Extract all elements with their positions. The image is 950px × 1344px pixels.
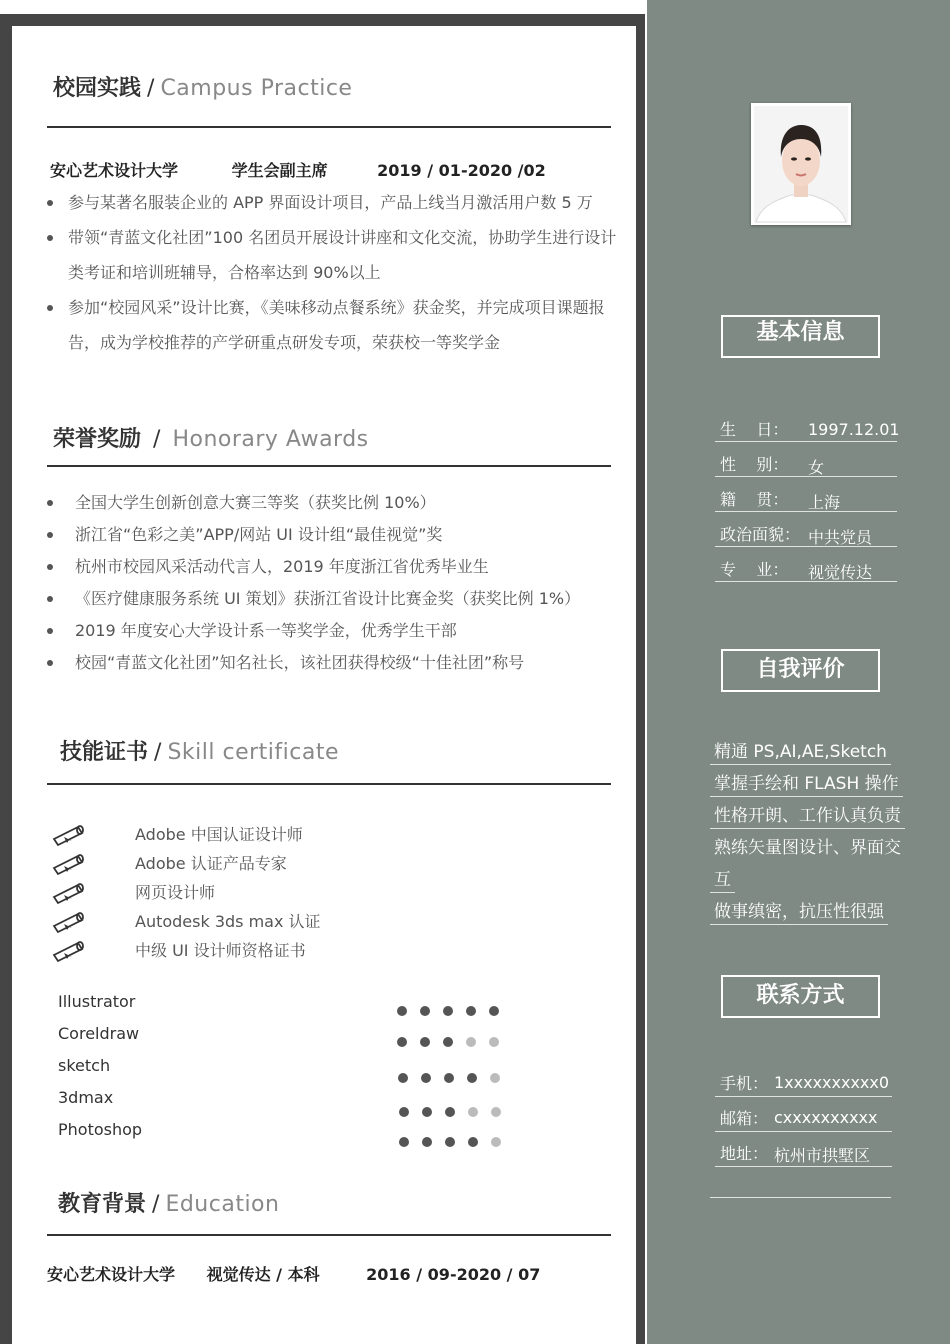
list-item: 2019 年度安心大学设计系一等奖学金，优秀学生干部 [47, 615, 617, 647]
section-title-cn: 教育背景 [58, 1192, 147, 1217]
section-title-en: Education [165, 1192, 280, 1217]
skill-dot-filled [420, 1006, 430, 1016]
skill-dot-filled [422, 1107, 432, 1117]
skill-dot-filled [399, 1107, 409, 1117]
software-name: Coreldraw [58, 1024, 140, 1043]
contact-title [721, 975, 880, 1018]
software-name: sketch [58, 1056, 111, 1075]
self-eval-line: 熟练矢量图设计、界面交 [714, 838, 901, 858]
section-title-cn: 技能证书 [60, 740, 149, 765]
section-divider [47, 1234, 611, 1236]
info-value: 视觉传达 [808, 563, 873, 582]
skill-dot-empty [491, 1137, 501, 1147]
basic-info-title [721, 315, 880, 358]
info-label: 专 业： [720, 560, 789, 579]
self-eval-line: 做事缜密，抗压性很强 [710, 902, 888, 925]
list-item: 浙江省“色彩之美”APP/网站 UI 设计组“最佳视觉”奖 [47, 519, 617, 551]
basic-info-title-text: 基本信息 [756, 320, 845, 345]
list-item [710, 870, 910, 902]
section-title-separator: / [154, 740, 162, 765]
skill-dot-filled [445, 1107, 455, 1117]
contact-title-text: 联系方式 [756, 983, 845, 1008]
education-row [47, 1262, 540, 1285]
info-row-gender [715, 448, 897, 477]
info-value: 中共党员 [808, 528, 873, 547]
software-name: Illustrator [58, 992, 136, 1011]
contact-label: 邮箱： [720, 1109, 769, 1128]
info-value: 上海 [808, 493, 841, 512]
skill-dot-filled [466, 1006, 476, 1016]
info-row-birthday [715, 413, 900, 442]
list-item [710, 806, 910, 838]
contact-label: 手机： [720, 1074, 769, 1093]
skill-dot-filled [489, 1006, 499, 1016]
profile-photo [751, 103, 851, 225]
info-label: 生 日： [720, 420, 789, 439]
certificate-name: 中级 UI 设计师资格证书 [135, 941, 306, 960]
skill-dot-empty [491, 1107, 501, 1117]
skill-dot-filled [399, 1137, 409, 1147]
section-divider [47, 783, 611, 785]
section-title-campus-practice [53, 71, 352, 102]
skill-dot-empty [466, 1037, 476, 1047]
info-row-political-status [715, 518, 897, 547]
self-eval-line: 互 [710, 870, 735, 893]
self-eval-title [721, 649, 880, 692]
list-item: 校园“青蓝文化社团”知名社长，该社团获得校级“十佳社团”称号 [47, 647, 617, 679]
certificate-name: Adobe 中国认证设计师 [135, 825, 303, 844]
section-title-honors [53, 422, 369, 453]
diploma-icon [50, 822, 88, 848]
skill-dot-filled [397, 1006, 407, 1016]
section-title-en: Skill certificate [167, 740, 339, 765]
list-item: 带领“青蓝文化社团”100 名团员开展设计讲座和文化交流，协助学生进行设计类考证和培训班辅导，合格率达到 90%以上 [47, 220, 617, 290]
list-item [710, 902, 910, 934]
skill-dot-filled [420, 1037, 430, 1047]
info-value: 女 [808, 458, 825, 477]
diploma-icon [50, 938, 88, 964]
self-eval-line: 性格开朗、工作认真负责 [710, 806, 905, 829]
list-item [710, 838, 910, 870]
contact-value: 杭州市拱墅区 [774, 1146, 871, 1165]
section-divider [47, 465, 611, 467]
list-item: 全国大学生创新创意大赛三等奖（获奖比例 10%） [47, 487, 617, 519]
skill-dot-empty [468, 1107, 478, 1117]
contact-label: 地址： [720, 1144, 769, 1163]
list-item: 杭州市校园风采活动代言人，2019 年度浙江省优秀毕业生 [47, 551, 617, 583]
info-row-hometown [715, 483, 897, 512]
diploma-icon [50, 880, 88, 906]
skill-dot-filled [422, 1137, 432, 1147]
education-major: 视觉传达 / 本科 [206, 1265, 320, 1284]
honors-list [47, 487, 617, 679]
skill-dot-empty [489, 1037, 499, 1047]
skill-dot-filled [398, 1073, 408, 1083]
software-skill-list [58, 992, 142, 1152]
contact-row-address [715, 1140, 892, 1167]
skill-dot-filled [443, 1006, 453, 1016]
education-school: 安心艺术设计大学 [47, 1265, 176, 1284]
section-title-education [58, 1187, 279, 1218]
info-label: 政治面貌： [720, 525, 801, 544]
contact-value: 1xxxxxxxxxx0 [774, 1073, 890, 1092]
info-label: 性 别： [720, 455, 789, 474]
section-title-separator: / [152, 1192, 160, 1217]
skill-dot-filled [397, 1037, 407, 1047]
software-name: Photoshop [58, 1120, 143, 1139]
section-title-separator: / [153, 427, 161, 452]
self-eval-title-text: 自我评价 [756, 657, 845, 682]
list-item: 《医疗健康服务系统 UI 策划》获浙江省设计比赛金奖（获奖比例 1%） [47, 583, 617, 615]
skill-dot-filled [421, 1073, 431, 1083]
practice-school: 安心艺术设计大学 [50, 161, 179, 180]
skill-dot-filled [467, 1073, 477, 1083]
contact-row-phone [715, 1070, 892, 1097]
section-title-en: Honorary Awards [172, 427, 369, 452]
portrait-image [751, 103, 851, 225]
diploma-icon [50, 851, 88, 877]
info-value: 1997.12.01 [808, 420, 900, 439]
diploma-icon [50, 909, 88, 935]
list-item: 参与某著名服装企业的 APP 界面设计项目，产品上线当月激活用户数 5 万 [47, 185, 617, 220]
practice-role: 学生会副主席 [231, 161, 328, 180]
skill-dot-filled [468, 1137, 478, 1147]
certificate-name: 网页设计师 [135, 883, 216, 902]
practice-header-row [50, 158, 546, 181]
practice-list [47, 185, 617, 360]
contact-divider [710, 1197, 891, 1198]
certificate-name: Autodesk 3ds max 认证 [135, 912, 321, 931]
certificate-name: Adobe 认证产品专家 [135, 854, 287, 873]
self-eval-line: 精通 PS,AI,AE,Sketch [710, 742, 891, 765]
contact-row-email [715, 1105, 892, 1132]
list-item: 参加“校园风采”设计比赛，《美味移动点餐系统》获金奖，并完成项目课题报告，成为学校推荐的产学研重点研发专项，荣获校一等奖学金 [47, 290, 617, 360]
section-title-en: Campus Practice [160, 76, 353, 101]
list-item [710, 774, 910, 806]
skill-dot-filled [445, 1137, 455, 1147]
self-eval-line: 掌握手绘和 FLASH 操作 [710, 774, 903, 797]
practice-period: 2019 / 01-2020 /02 [377, 161, 546, 180]
section-title-cn: 荣誉奖励 [53, 427, 142, 452]
section-title-separator: / [147, 76, 155, 101]
software-name: 3dmax [58, 1088, 114, 1107]
section-title-skills [60, 735, 339, 766]
skill-dot-filled [443, 1037, 453, 1047]
skill-dot-empty [490, 1073, 500, 1083]
contact-value: cxxxxxxxxxx [774, 1108, 878, 1127]
section-title-cn: 校园实践 [53, 76, 142, 101]
education-period: 2016 / 09-2020 / 07 [366, 1265, 541, 1284]
self-eval-list [710, 742, 910, 922]
skill-dot-filled [444, 1073, 454, 1083]
list-item [710, 742, 910, 774]
info-label: 籍 贯： [720, 490, 789, 509]
info-row-major [715, 553, 897, 582]
section-divider [47, 126, 611, 128]
